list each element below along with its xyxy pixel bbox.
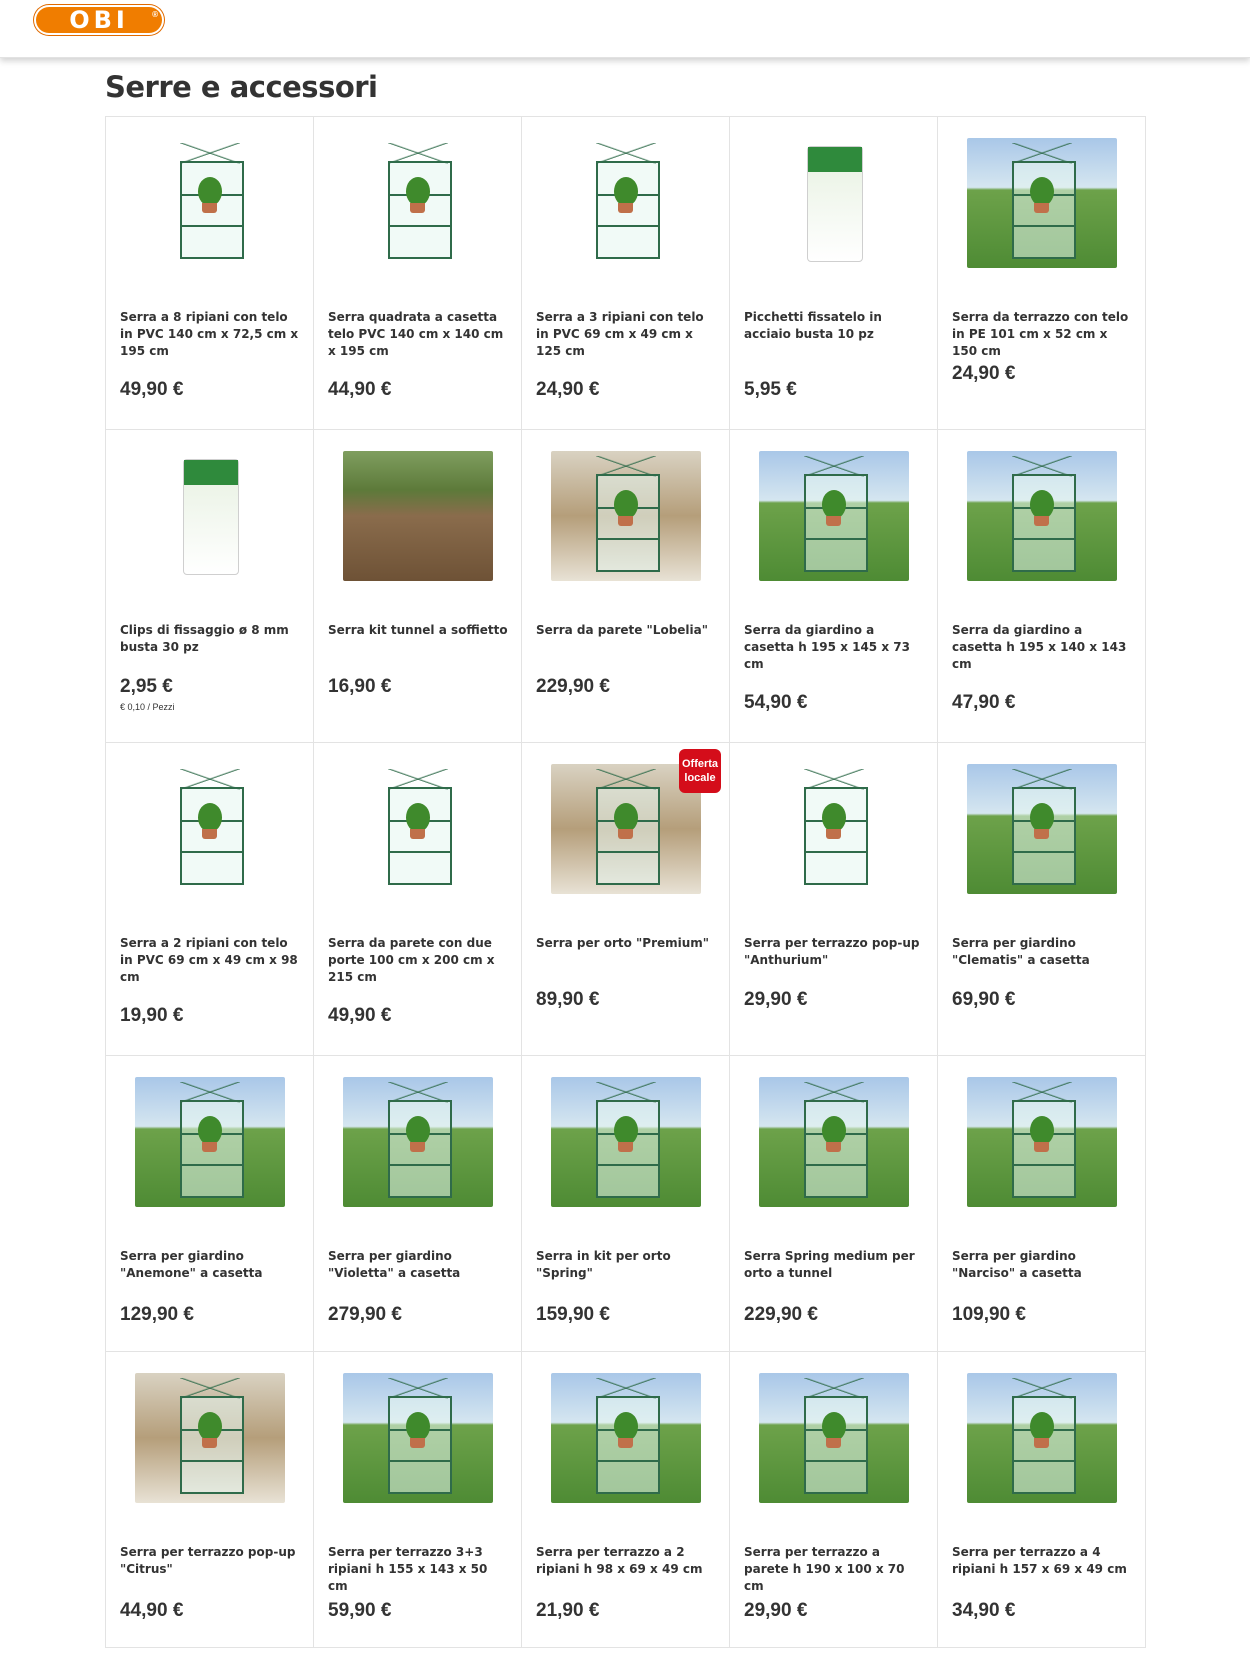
product-price: 49,90 € bbox=[120, 379, 184, 400]
product-name[interactable]: Serra a 2 ripiani con telo in PVC 69 cm x 49 cm x 98 cm bbox=[120, 936, 298, 984]
plant-shape bbox=[822, 803, 846, 832]
plant-shape bbox=[1030, 177, 1054, 206]
product-price: 229,90 € bbox=[744, 1304, 818, 1325]
pot-shape bbox=[618, 516, 633, 526]
greenhouse-photo bbox=[759, 764, 909, 894]
page-title: Serre e accessori bbox=[105, 70, 378, 104]
plant-shape bbox=[1030, 490, 1054, 519]
product-image[interactable] bbox=[536, 1368, 715, 1508]
pot-shape bbox=[1034, 1142, 1049, 1152]
product-card[interactable] bbox=[938, 1056, 1146, 1352]
product-card[interactable] bbox=[522, 1056, 730, 1352]
plant-shape bbox=[614, 490, 638, 519]
plant-shape bbox=[614, 1412, 638, 1441]
greenhouse-photo bbox=[343, 138, 493, 268]
greenhouse-photo bbox=[551, 1077, 701, 1207]
product-image[interactable] bbox=[328, 1368, 507, 1508]
greenhouse-photo bbox=[967, 138, 1117, 268]
product-name[interactable]: Picchetti fissatelo in acciaio busta 10 pz bbox=[744, 310, 882, 341]
greenhouse-photo bbox=[551, 451, 701, 581]
plant-shape bbox=[822, 1412, 846, 1441]
product-image[interactable] bbox=[120, 759, 299, 899]
greenhouse-photo bbox=[135, 1077, 285, 1207]
pot-shape bbox=[410, 203, 425, 213]
product-image[interactable] bbox=[952, 1368, 1131, 1508]
logo-registered-mark: ® bbox=[152, 10, 158, 19]
greenhouse-photo bbox=[551, 138, 701, 268]
product-name[interactable]: Serra Spring medium per orto a tunnel bbox=[744, 1249, 915, 1280]
product-card[interactable] bbox=[730, 1056, 938, 1352]
product-card[interactable] bbox=[522, 117, 730, 430]
greenhouse-photo bbox=[759, 1373, 909, 1503]
product-price: 54,90 € bbox=[744, 692, 808, 713]
product-card[interactable] bbox=[522, 743, 730, 1056]
plant-shape bbox=[614, 803, 638, 832]
greenhouse-photo bbox=[759, 1077, 909, 1207]
greenhouse-photo bbox=[135, 451, 285, 581]
pot-shape bbox=[202, 829, 217, 839]
pot-shape bbox=[618, 829, 633, 839]
product-image[interactable] bbox=[120, 133, 299, 273]
product-image[interactable] bbox=[952, 1072, 1131, 1212]
product-image[interactable] bbox=[744, 759, 923, 899]
plant-shape bbox=[406, 177, 430, 206]
greenhouse-photo bbox=[343, 451, 493, 581]
product-price: 47,90 € bbox=[952, 692, 1016, 713]
pot-shape bbox=[826, 1142, 841, 1152]
product-price: 34,90 € bbox=[952, 1600, 1016, 1621]
obi-logo[interactable] bbox=[34, 5, 164, 35]
product-image[interactable] bbox=[952, 759, 1131, 899]
plant-shape bbox=[822, 490, 846, 519]
product-card[interactable] bbox=[730, 1352, 938, 1648]
greenhouse-photo bbox=[343, 1077, 493, 1207]
greenhouse-photo bbox=[135, 1373, 285, 1503]
product-image[interactable] bbox=[328, 133, 507, 273]
product-image[interactable] bbox=[120, 1072, 299, 1212]
product-image[interactable] bbox=[328, 759, 507, 899]
product-card[interactable] bbox=[314, 117, 522, 430]
product-name[interactable]: Serra per terrazzo 3+3 ripiani h 155 x 143 x 50 cm bbox=[328, 1545, 488, 1593]
pot-shape bbox=[826, 829, 841, 839]
product-image[interactable] bbox=[328, 446, 507, 586]
plant-shape bbox=[406, 1412, 430, 1441]
pot-shape bbox=[202, 203, 217, 213]
product-card[interactable] bbox=[730, 430, 938, 743]
plant-shape bbox=[198, 803, 222, 832]
product-card[interactable] bbox=[106, 117, 314, 430]
plant-shape bbox=[406, 1116, 430, 1145]
product-name[interactable]: Serra per giardino "Violetta" a casetta bbox=[328, 1249, 461, 1280]
product-card[interactable] bbox=[522, 430, 730, 743]
product-name[interactable]: Serra a 8 ripiani con telo in PVC 140 cm x 72,5 cm x 195 cm bbox=[120, 310, 299, 358]
product-image[interactable] bbox=[952, 446, 1131, 586]
package-shape bbox=[807, 146, 863, 262]
greenhouse-photo bbox=[967, 451, 1117, 581]
product-image[interactable] bbox=[120, 446, 299, 586]
unit-price: € 0,10 / Pezzi bbox=[120, 702, 175, 712]
product-price: 29,90 € bbox=[744, 1600, 808, 1621]
badge-line: locale bbox=[684, 772, 716, 784]
greenhouse-photo bbox=[343, 1373, 493, 1503]
greenhouse-photo bbox=[135, 764, 285, 894]
product-price: 129,90 € bbox=[120, 1304, 194, 1325]
plant-shape bbox=[822, 1116, 846, 1145]
product-card[interactable] bbox=[106, 1352, 314, 1648]
pot-shape bbox=[618, 203, 633, 213]
product-card[interactable] bbox=[106, 430, 314, 743]
greenhouse-photo bbox=[967, 764, 1117, 894]
product-card[interactable] bbox=[938, 117, 1146, 430]
product-name[interactable]: Serra da parete "Lobelia" bbox=[536, 623, 709, 637]
greenhouse-photo bbox=[551, 764, 701, 894]
product-name[interactable]: Serra quadrata a casetta telo PVC 140 cm x 140 cm x 195 cm bbox=[328, 310, 504, 358]
plant-shape bbox=[198, 177, 222, 206]
product-name[interactable]: Serra da giardino a casetta h 195 x 140 x 143 cm bbox=[952, 623, 1127, 671]
product-price: 44,90 € bbox=[328, 379, 392, 400]
product-image[interactable] bbox=[952, 133, 1131, 273]
product-name[interactable]: Serra per terrazzo pop-up "Anthurium" bbox=[744, 936, 920, 967]
product-price: 5,95 € bbox=[744, 379, 797, 400]
plant-shape bbox=[198, 1412, 222, 1441]
pot-shape bbox=[202, 1438, 217, 1448]
product-image[interactable] bbox=[744, 446, 923, 586]
pot-shape bbox=[1034, 1438, 1049, 1448]
product-card[interactable] bbox=[730, 743, 938, 1056]
greenhouse-photo bbox=[967, 1373, 1117, 1503]
product-name[interactable]: Serra per terrazzo a parete h 190 x 100 x 70 cm bbox=[744, 1545, 905, 1593]
pot-shape bbox=[410, 1438, 425, 1448]
product-card[interactable] bbox=[522, 1352, 730, 1648]
product-image[interactable] bbox=[744, 1368, 923, 1508]
product-name[interactable]: Serra da terrazzo con telo in PE 101 cm x 52 cm x 150 cm bbox=[952, 310, 1129, 358]
product-card[interactable] bbox=[106, 1056, 314, 1352]
product-name[interactable]: Serra per terrazzo a 2 ripiani h 98 x 69 x 49 cm bbox=[536, 1545, 703, 1576]
product-card[interactable] bbox=[938, 430, 1146, 743]
product-price: 89,90 € bbox=[536, 989, 600, 1010]
offerta-locale-badge bbox=[679, 749, 721, 793]
product-name[interactable]: Serra per orto "Premium" bbox=[536, 936, 710, 950]
product-price: 21,90 € bbox=[536, 1600, 600, 1621]
pot-shape bbox=[826, 516, 841, 526]
pot-shape bbox=[1034, 516, 1049, 526]
product-price: 19,90 € bbox=[120, 1005, 184, 1026]
product-price: 49,90 € bbox=[328, 1005, 392, 1026]
product-price: 24,90 € bbox=[536, 379, 600, 400]
package-shape bbox=[183, 459, 239, 575]
product-card[interactable] bbox=[730, 117, 938, 430]
product-image[interactable] bbox=[536, 1072, 715, 1212]
product-card[interactable] bbox=[314, 743, 522, 1056]
product-name[interactable]: Serra in kit per orto "Spring" bbox=[536, 1249, 671, 1280]
product-card[interactable] bbox=[314, 1056, 522, 1352]
product-image[interactable] bbox=[536, 133, 715, 273]
greenhouse-photo bbox=[759, 138, 909, 268]
product-price: 109,90 € bbox=[952, 1304, 1026, 1325]
product-name[interactable]: Clips di fissaggio ø 8 mm busta 30 pz bbox=[120, 623, 289, 654]
product-price: 59,90 € bbox=[328, 1600, 392, 1621]
product-price: 229,90 € bbox=[536, 676, 610, 697]
product-grid bbox=[105, 116, 1146, 1648]
greenhouse-photo bbox=[759, 451, 909, 581]
product-name[interactable]: Serra per giardino "Narciso" a casetta bbox=[952, 1249, 1082, 1280]
greenhouse-photo bbox=[343, 764, 493, 894]
product-price: 159,90 € bbox=[536, 1304, 610, 1325]
product-price: 69,90 € bbox=[952, 989, 1016, 1010]
pot-shape bbox=[202, 1142, 217, 1152]
product-image[interactable] bbox=[328, 1072, 507, 1212]
product-price: 2,95 € bbox=[120, 676, 173, 697]
product-image[interactable] bbox=[744, 1072, 923, 1212]
product-name[interactable]: Serra da parete con due porte 100 cm x 200 cm x 215 cm bbox=[328, 936, 495, 984]
product-name[interactable]: Serra per terrazzo a 4 ripiani h 157 x 69 x 49 cm bbox=[952, 1545, 1127, 1576]
pot-shape bbox=[1034, 829, 1049, 839]
pot-shape bbox=[618, 1438, 633, 1448]
plant-shape bbox=[1030, 803, 1054, 832]
logo-text: OBI bbox=[69, 6, 129, 34]
pot-shape bbox=[618, 1142, 633, 1152]
product-card[interactable] bbox=[106, 743, 314, 1056]
product-image[interactable] bbox=[744, 133, 923, 273]
product-card[interactable] bbox=[314, 1352, 522, 1648]
product-name[interactable]: Serra kit tunnel a soffietto bbox=[328, 623, 508, 637]
product-image[interactable] bbox=[120, 1368, 299, 1508]
product-card[interactable] bbox=[938, 1352, 1146, 1648]
greenhouse-photo bbox=[135, 138, 285, 268]
pot-shape bbox=[410, 1142, 425, 1152]
product-image[interactable] bbox=[536, 446, 715, 586]
top-bar bbox=[0, 0, 1250, 58]
product-price: 29,90 € bbox=[744, 989, 808, 1010]
product-card[interactable] bbox=[938, 743, 1146, 1056]
greenhouse-photo bbox=[551, 1373, 701, 1503]
greenhouse-photo bbox=[967, 1077, 1117, 1207]
product-price: 279,90 € bbox=[328, 1304, 402, 1325]
pot-shape bbox=[1034, 203, 1049, 213]
product-name[interactable]: Serra a 3 ripiani con telo in PVC 69 cm x 49 cm x 125 cm bbox=[536, 310, 704, 358]
product-name[interactable]: Serra per terrazzo pop-up "Citrus" bbox=[120, 1545, 296, 1576]
plant-shape bbox=[1030, 1116, 1054, 1145]
plant-shape bbox=[614, 177, 638, 206]
product-price: 24,90 € bbox=[952, 363, 1016, 384]
product-name[interactable]: Serra per giardino "Clematis" a casetta bbox=[952, 936, 1090, 967]
plant-shape bbox=[614, 1116, 638, 1145]
product-price: 44,90 € bbox=[120, 1600, 184, 1621]
plant-shape bbox=[1030, 1412, 1054, 1441]
plant-shape bbox=[406, 803, 430, 832]
product-price: 16,90 € bbox=[328, 676, 392, 697]
product-name[interactable]: Serra da giardino a casetta h 195 x 145 x 73 cm bbox=[744, 623, 910, 671]
product-name[interactable]: Serra per giardino "Anemone" a casetta bbox=[120, 1249, 263, 1280]
badge-line: Offerta bbox=[681, 758, 719, 770]
product-card[interactable] bbox=[314, 430, 522, 743]
pot-shape bbox=[826, 1438, 841, 1448]
pot-shape bbox=[410, 829, 425, 839]
plant-shape bbox=[198, 1116, 222, 1145]
